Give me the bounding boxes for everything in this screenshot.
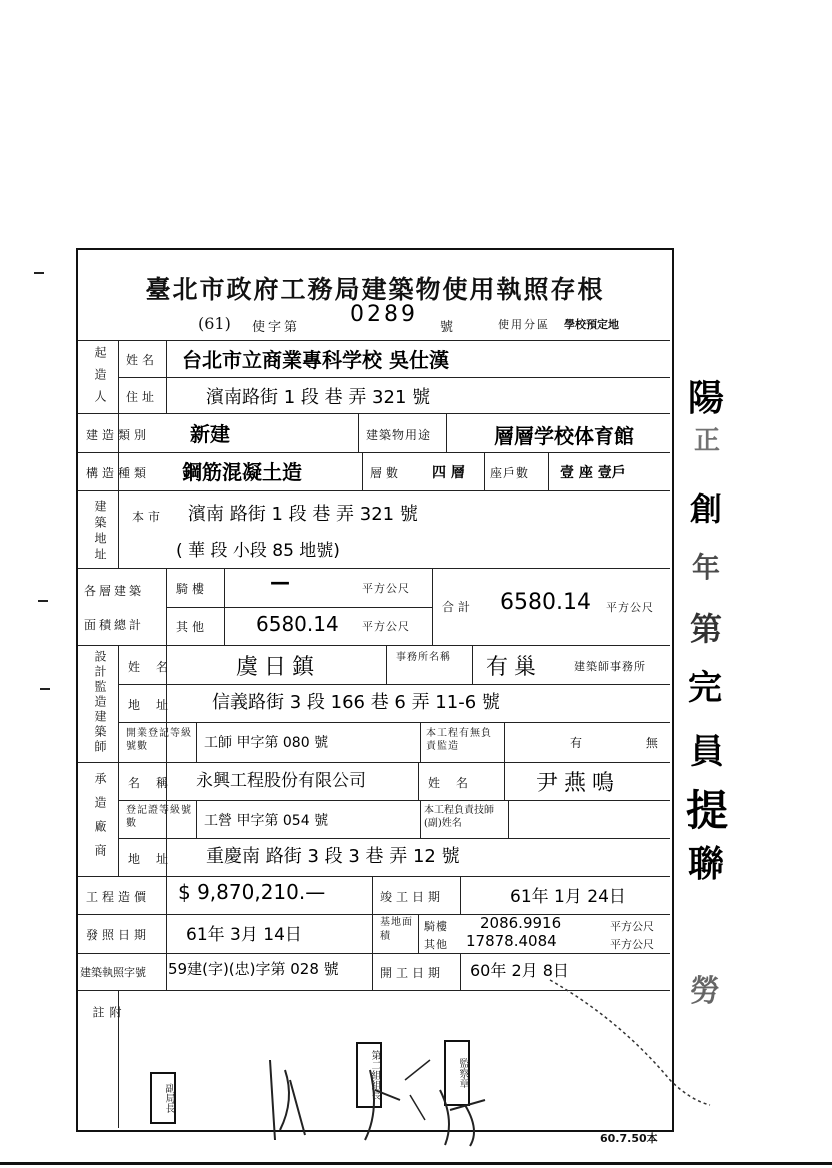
land-other-label: 其他 (424, 938, 448, 951)
issue-label: 發照日期 (86, 928, 151, 942)
rule (118, 490, 119, 568)
remarks-label: 附註 (91, 1006, 122, 1088)
rule (508, 800, 509, 838)
rule (166, 568, 167, 645)
contractor-addr-label: 地址 (128, 852, 185, 866)
rule (196, 800, 197, 838)
build-floors-value: 四 層 (432, 465, 465, 481)
contractor-reg-label: 登記證等級號數 (126, 805, 192, 829)
designer-office-suffix: 建築師事務所 (574, 660, 646, 673)
applicant-addr-value: 濱南路街 1 段 巷 弄 321 號 (206, 387, 431, 408)
contractor-group-label: 承造廠商 (93, 772, 107, 868)
land-label: 基地面積 (380, 917, 413, 942)
applicant-name-label: 姓名 (126, 353, 159, 367)
rule (504, 762, 505, 800)
rule (420, 722, 421, 762)
rule (78, 413, 670, 414)
rule (118, 684, 670, 685)
side-char: 年 (692, 551, 721, 584)
side-char: 正 (694, 426, 721, 456)
bottom-line (0, 1162, 832, 1165)
rule (418, 762, 419, 800)
rule (166, 340, 167, 413)
designer-name-value: 虞日鎮 (236, 655, 321, 680)
rule (166, 645, 167, 876)
rule (446, 413, 447, 452)
designer-name-label: 姓名 (128, 660, 185, 674)
designer-addr-label: 地址 (128, 698, 185, 712)
applicant-name-value: 台北市立商業專科学校 吳仕漢 (182, 348, 449, 372)
designer-group-label: 設計監造建築師 (93, 650, 107, 755)
contractor-person-label: 姓名 (428, 776, 485, 790)
area-group-label-1: 各層建築 (84, 584, 145, 598)
area-other-label: 其他 (176, 620, 209, 634)
rule (372, 876, 373, 990)
land-arcade-label: 騎樓 (424, 920, 448, 933)
site-line2: ( 華 段 小段 85 地號) (176, 541, 340, 561)
margin-mark (40, 688, 50, 690)
rule (460, 953, 461, 990)
build-cat-value: 新建 (190, 422, 230, 446)
area-group-label-2: 面積總計 (84, 618, 145, 632)
permit-number: 0289 (350, 302, 418, 327)
side-char: 陽 (688, 378, 725, 419)
rule (484, 452, 485, 490)
license-value: 59建(字)(忠)字第 028 號 (168, 960, 339, 978)
rule (358, 413, 359, 452)
designer-office-value: 有巢 (486, 655, 543, 680)
area-total-value: 6580.14 (500, 590, 591, 615)
rule (418, 914, 419, 953)
build-units-value: 壹 座 壹戶 (560, 465, 626, 481)
rule (362, 452, 363, 490)
land-arcade-unit: 平方公尺 (610, 920, 654, 933)
rule (78, 490, 670, 491)
permit-prefix: 使字第 (252, 320, 301, 335)
rule (432, 568, 433, 645)
contractor-person-value: 尹燕鳴 (536, 771, 621, 796)
rule (472, 645, 473, 684)
rule (118, 645, 119, 876)
contractor-reg-value: 工營 甲字第 054 號 (204, 813, 329, 829)
rule (196, 722, 197, 762)
zone-value: 學校預定地 (564, 318, 619, 331)
rule (118, 722, 670, 723)
inspection-stamp: 監察章 (444, 1040, 470, 1106)
rule (224, 568, 225, 645)
margin-mark (34, 272, 44, 274)
contractor-eng-label: 本工程負責技師(副)姓名 (424, 805, 494, 829)
rule (166, 876, 167, 990)
land-other-unit: 平方公尺 (610, 938, 654, 951)
start-label: 開工日期 (380, 966, 445, 980)
build-units-label: 座戶數 (490, 466, 530, 480)
contractor-name-label: 名稱 (128, 776, 185, 790)
side-char: 創 (690, 490, 723, 528)
build-use-value: 層層学校体育館 (494, 424, 634, 448)
contractor-addr-value: 重慶南 路街 3 段 3 巷 弄 12 號 (206, 846, 460, 867)
build-floors-label: 層數 (370, 466, 403, 480)
rule (118, 838, 670, 839)
permit-year: (61) (198, 314, 231, 333)
rule (460, 876, 461, 914)
rule (386, 645, 387, 684)
area-total-unit: 平方公尺 (606, 601, 654, 614)
rule (78, 452, 670, 453)
designer-addr-value: 信義路街 3 段 166 巷 6 弄 11-6 號 (212, 692, 500, 713)
build-struct-label: 構造種類 (86, 466, 151, 480)
area-arcade-value: — (270, 570, 290, 594)
done-label: 竣工日期 (380, 890, 445, 904)
site-city: 本市 (132, 510, 165, 524)
designer-reg-value: 工師 甲字第 080 號 (204, 735, 329, 751)
land-other-value: 17878.4084 (466, 932, 557, 950)
done-value: 61年 1月 24日 (510, 887, 626, 907)
rule (118, 800, 670, 801)
rule (548, 452, 549, 490)
deputy-director-stamp: 副局長 (150, 1072, 176, 1124)
site-group-label: 建築地址 (93, 500, 107, 564)
area-arcade-label: 騎樓 (176, 582, 209, 596)
designer-resp-label: 本工程有無負責監造 (426, 728, 492, 752)
applicant-group-label: 起造人 (93, 346, 107, 412)
section-chief-stamp: 第二組組長 (356, 1042, 382, 1108)
permit-suffix: 號 (440, 320, 454, 335)
form-title: 臺北市政府工務局建築物使用執照存根 (145, 275, 605, 304)
area-arcade-unit: 平方公尺 (362, 582, 410, 595)
signature-marks (250, 1050, 510, 1150)
designer-reg-label: 開業登記等級號數 (126, 728, 192, 752)
cost-value: $ 9,870,210.— (178, 880, 326, 904)
issue-value: 61年 3月 14日 (186, 925, 302, 945)
build-struct-value: 鋼筋混凝土造 (182, 460, 302, 484)
area-total-label: 合計 (442, 600, 475, 614)
license-label: 建築執照字號 (80, 966, 146, 979)
build-use-label: 建築物用途 (366, 428, 432, 442)
side-char: 聯 (688, 844, 725, 885)
start-value: 60年 2月 8日 (470, 961, 569, 980)
land-arcade-value: 2086.9916 (480, 914, 562, 932)
rule (166, 607, 432, 608)
area-other-unit: 平方公尺 (362, 620, 410, 633)
rule (420, 800, 421, 838)
side-char: 勞 (690, 974, 720, 1009)
side-char: 完 (688, 668, 722, 708)
side-char: 第 (690, 610, 723, 648)
site-line1: 濱南 路街 1 段 巷 弄 321 號 (188, 504, 418, 525)
footer-print-run: 60.7.50本 (600, 1132, 658, 1145)
applicant-addr-label: 住址 (126, 390, 159, 404)
side-char: 員 (690, 732, 724, 772)
rule (118, 377, 670, 378)
designer-resp-value: 有 無 (570, 736, 688, 750)
side-char: 提 (686, 786, 729, 835)
build-cat-label: 建造類別 (86, 428, 151, 442)
rule (504, 722, 505, 762)
area-other-value: 6580.14 (256, 612, 339, 636)
designer-office-label: 事務所名稱 (396, 652, 451, 663)
cost-label: 工程造價 (86, 890, 151, 904)
zone-label: 使用分區 (498, 318, 550, 331)
contractor-name-value: 永興工程股份有限公司 (196, 771, 366, 791)
margin-mark (38, 600, 48, 602)
